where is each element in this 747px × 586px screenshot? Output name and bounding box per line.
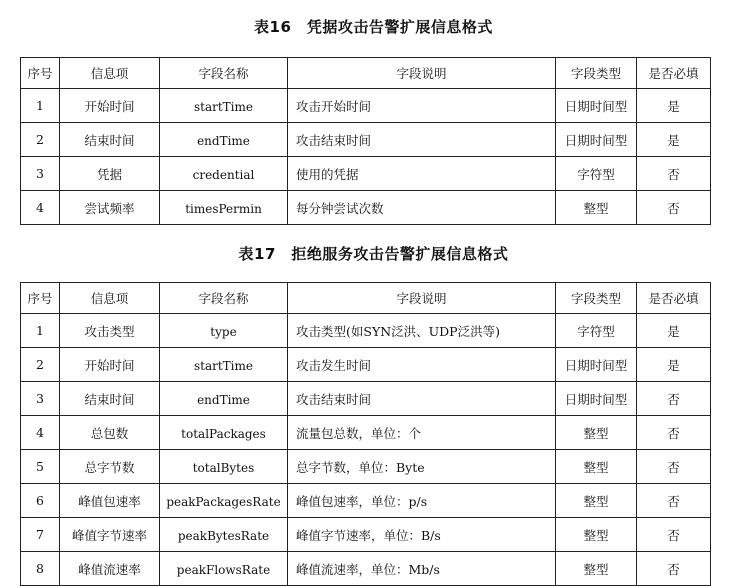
table-row	[21, 450, 711, 484]
table-header-row	[21, 283, 711, 314]
cell-field-name: timesPermin	[160, 191, 288, 225]
cell-field-name: startTime	[160, 348, 288, 382]
cell-field-desc: 峰值流速率，单位：Mb/s	[288, 552, 556, 586]
table-row	[21, 348, 711, 382]
cell-field-name: startTime	[160, 89, 288, 123]
header-info-item: 信息项	[60, 283, 160, 314]
cell-field-type: 整型	[556, 484, 637, 518]
table-row	[21, 123, 711, 157]
cell-seq: 5	[21, 450, 60, 484]
cell-field-name: credential	[160, 157, 288, 191]
cell-required: 是	[637, 348, 711, 382]
cell-required: 否	[637, 484, 711, 518]
header-field-desc: 字段说明	[288, 283, 556, 314]
cell-info-item: 开始时间	[60, 348, 160, 382]
header-field-name: 字段名称	[160, 58, 288, 89]
cell-info-item: 结束时间	[60, 382, 160, 416]
cell-seq: 4	[21, 191, 60, 225]
cell-required: 是	[637, 123, 711, 157]
table-row	[21, 191, 711, 225]
cell-field-desc: 峰值字节速率，单位：B/s	[288, 518, 556, 552]
table-row	[21, 518, 711, 552]
cell-field-type: 整型	[556, 552, 637, 586]
cell-seq: 2	[21, 123, 60, 157]
cell-info-item: 总包数	[60, 416, 160, 450]
cell-field-type: 日期时间型	[556, 123, 637, 157]
cell-field-name: endTime	[160, 382, 288, 416]
cell-field-type: 字符型	[556, 314, 637, 348]
cell-field-desc: 攻击开始时间	[288, 89, 556, 123]
header-required: 是否必填	[637, 58, 711, 89]
cell-seq: 1	[21, 314, 60, 348]
cell-info-item: 凭据	[60, 157, 160, 191]
cell-field-desc: 攻击结束时间	[288, 382, 556, 416]
cell-field-desc: 每分钟尝试次数	[288, 191, 556, 225]
table-row	[21, 157, 711, 191]
cell-field-name: peakPackagesRate	[160, 484, 288, 518]
cell-field-name: peakBytesRate	[160, 518, 288, 552]
cell-info-item: 峰值包速率	[60, 484, 160, 518]
table-row	[21, 552, 711, 586]
cell-field-type: 整型	[556, 416, 637, 450]
table-16	[20, 57, 711, 225]
cell-field-desc: 使用的凭据	[288, 157, 556, 191]
cell-info-item: 峰值字节速率	[60, 518, 160, 552]
cell-field-type: 日期时间型	[556, 382, 637, 416]
table-17	[20, 282, 711, 586]
cell-required: 否	[637, 416, 711, 450]
cell-info-item: 攻击类型	[60, 314, 160, 348]
cell-required: 否	[637, 552, 711, 586]
cell-field-type: 整型	[556, 518, 637, 552]
cell-field-desc: 攻击发生时间	[288, 348, 556, 382]
header-info-item: 信息项	[60, 58, 160, 89]
cell-seq: 3	[21, 382, 60, 416]
table-17-caption: 表17 拒绝服务攻击告警扩展信息格式	[238, 245, 509, 263]
cell-field-desc: 流量包总数，单位：个	[288, 416, 556, 450]
cell-seq: 2	[21, 348, 60, 382]
cell-seq: 7	[21, 518, 60, 552]
cell-field-type: 日期时间型	[556, 89, 637, 123]
cell-seq: 4	[21, 416, 60, 450]
table-16-caption: 表16 凭据攻击告警扩展信息格式	[254, 18, 493, 36]
cell-required: 否	[637, 191, 711, 225]
cell-required: 是	[637, 89, 711, 123]
cell-seq: 8	[21, 552, 60, 586]
table-row	[21, 416, 711, 450]
cell-seq: 1	[21, 89, 60, 123]
cell-field-name: totalBytes	[160, 450, 288, 484]
cell-field-type: 日期时间型	[556, 348, 637, 382]
cell-info-item: 开始时间	[60, 89, 160, 123]
cell-field-desc: 攻击结束时间	[288, 123, 556, 157]
header-field-type: 字段类型	[556, 283, 637, 314]
cell-required: 否	[637, 382, 711, 416]
cell-field-name: type	[160, 314, 288, 348]
cell-info-item: 峰值流速率	[60, 552, 160, 586]
cell-field-type: 整型	[556, 450, 637, 484]
table-row	[21, 89, 711, 123]
cell-field-type: 整型	[556, 191, 637, 225]
header-required: 是否必填	[637, 283, 711, 314]
cell-field-desc: 峰值包速率，单位：p/s	[288, 484, 556, 518]
header-field-type: 字段类型	[556, 58, 637, 89]
header-seq: 序号	[21, 58, 60, 89]
cell-required: 否	[637, 450, 711, 484]
cell-field-type: 字符型	[556, 157, 637, 191]
cell-seq: 3	[21, 157, 60, 191]
table-row	[21, 382, 711, 416]
cell-field-name: peakFlowsRate	[160, 552, 288, 586]
cell-info-item: 尝试频率	[60, 191, 160, 225]
cell-required: 是	[637, 314, 711, 348]
cell-field-name: endTime	[160, 123, 288, 157]
cell-field-desc: 总字节数，单位：Byte	[288, 450, 556, 484]
cell-required: 否	[637, 157, 711, 191]
header-field-desc: 字段说明	[288, 58, 556, 89]
cell-required: 否	[637, 518, 711, 552]
cell-field-desc: 攻击类型(如SYN泛洪、UDP泛洪等)	[288, 314, 556, 348]
table-row	[21, 314, 711, 348]
header-field-name: 字段名称	[160, 283, 288, 314]
table-row	[21, 484, 711, 518]
cell-field-name: totalPackages	[160, 416, 288, 450]
table-header-row	[21, 58, 711, 89]
cell-seq: 6	[21, 484, 60, 518]
cell-info-item: 结束时间	[60, 123, 160, 157]
cell-info-item: 总字节数	[60, 450, 160, 484]
header-seq: 序号	[21, 283, 60, 314]
